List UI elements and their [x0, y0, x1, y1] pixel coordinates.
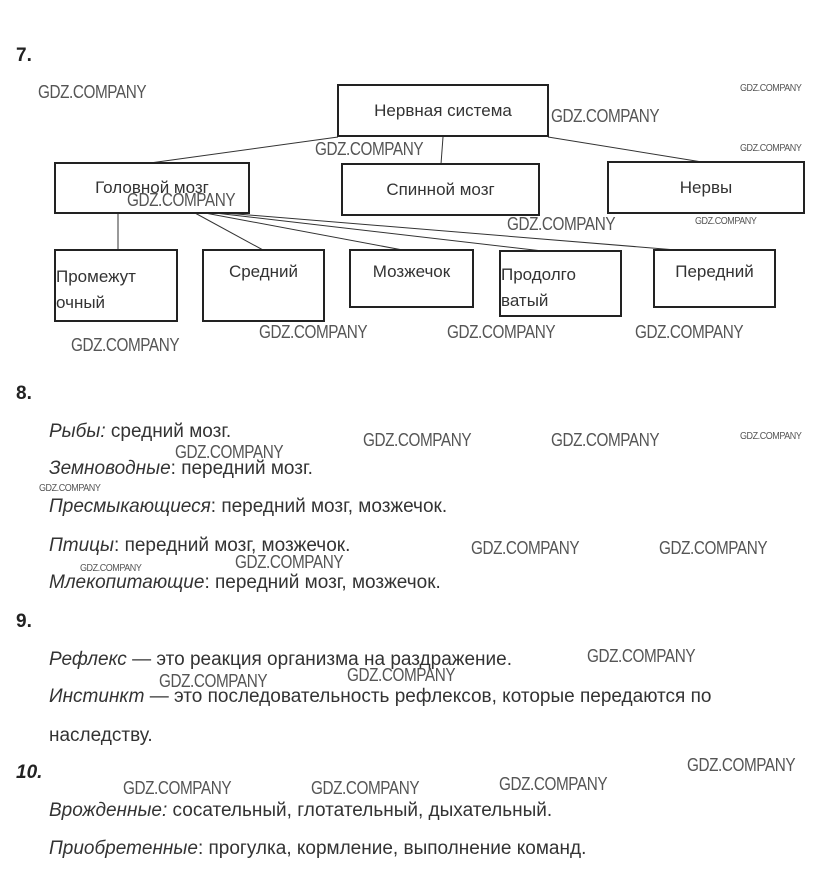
question-number-8: 8. [16, 383, 32, 404]
watermark: GDZ.COMPANY [507, 214, 616, 234]
watermark: GDZ.COMPANY [38, 82, 147, 102]
watermark: GDZ.COMPANY [471, 538, 580, 558]
watermark: GDZ.COMPANY [315, 139, 424, 159]
connector-root-spinal [441, 137, 443, 164]
watermark: GDZ.COMPANY [447, 322, 556, 342]
watermark: GDZ.COMPANY [71, 335, 180, 355]
question-number-10: 10. [16, 762, 43, 783]
question-number-9: 9. [16, 611, 32, 632]
watermark: GDZ.COMPANY [635, 322, 744, 342]
box-nervous-system: Нервная система [337, 84, 549, 137]
box-cerebellum: Мозжечок [349, 249, 474, 308]
connector-root-nerves [548, 137, 702, 162]
box-midbrain: Средний [202, 249, 325, 322]
answer-line-reptiles: Пресмыкающиеся: передний мозг, мозжечок. [49, 496, 448, 517]
question-number-7: 7. [16, 45, 32, 66]
box-medulla: Продолго ватый [499, 250, 622, 317]
answer-line-acquired: Приобретенные: прогулка, кормление, выполнение команд. [49, 838, 587, 859]
watermark: GDZ.COMPANY [551, 430, 660, 450]
watermark: GDZ.COMPANY [695, 216, 757, 227]
watermark: GDZ.COMPANY [39, 483, 101, 494]
watermark: GDZ.COMPANY [363, 430, 472, 450]
answer-line-amphibians: Земноводные: передний мозг. [49, 458, 313, 479]
box-forebrain: Передний [653, 249, 776, 308]
box-spinal-cord: Спинной мозг [341, 163, 540, 216]
watermark: GDZ.COMPANY [80, 563, 142, 574]
watermark: GDZ.COMPANY [159, 671, 268, 691]
answer-line-reflex: Рефлекс — это реакция организма на раздражение. [49, 649, 512, 670]
connector-brain-midbrain [195, 213, 263, 250]
watermark: GDZ.COMPANY [551, 106, 660, 126]
watermark: GDZ.COMPANY [175, 442, 284, 462]
answer-line-fish: Рыбы: средний мозг. [49, 421, 232, 442]
answer-line-instinct-cont: наследству. [49, 725, 153, 746]
watermark: GDZ.COMPANY [311, 778, 420, 798]
answer-line-instinct: Инстинкт — это последовательность рефлексов, которые передаются по [49, 686, 712, 707]
watermark: GDZ.COMPANY [659, 538, 768, 558]
watermark: GDZ.COMPANY [347, 665, 456, 685]
box-brain: Головной мозг [54, 162, 250, 214]
answer-line-birds: Птицы: передний мозг, мозжечок. [49, 535, 351, 556]
box-nerves: Нервы [607, 161, 805, 214]
connector-brain-forebrain [225, 213, 713, 253]
answer-line-innate: Врожденные: сосательный, глотательный, дыхательный. [49, 800, 553, 821]
box-diencephalon: Промежут очный [54, 249, 178, 322]
watermark: GDZ.COMPANY [123, 778, 232, 798]
watermark: GDZ.COMPANY [740, 83, 802, 94]
watermark: GDZ.COMPANY [499, 774, 608, 794]
watermark: GDZ.COMPANY [587, 646, 696, 666]
watermark: GDZ.COMPANY [740, 143, 802, 154]
watermark: GDZ.COMPANY [259, 322, 368, 342]
watermark: GDZ.COMPANY [235, 552, 344, 572]
connector-root-brain [150, 137, 338, 163]
answer-line-mammals: Млекопитающие: передний мозг, мозжечок. [49, 572, 441, 593]
watermark: GDZ.COMPANY [687, 755, 796, 775]
watermark: GDZ.COMPANY [740, 431, 802, 442]
watermark: GDZ.COMPANY [127, 190, 236, 210]
